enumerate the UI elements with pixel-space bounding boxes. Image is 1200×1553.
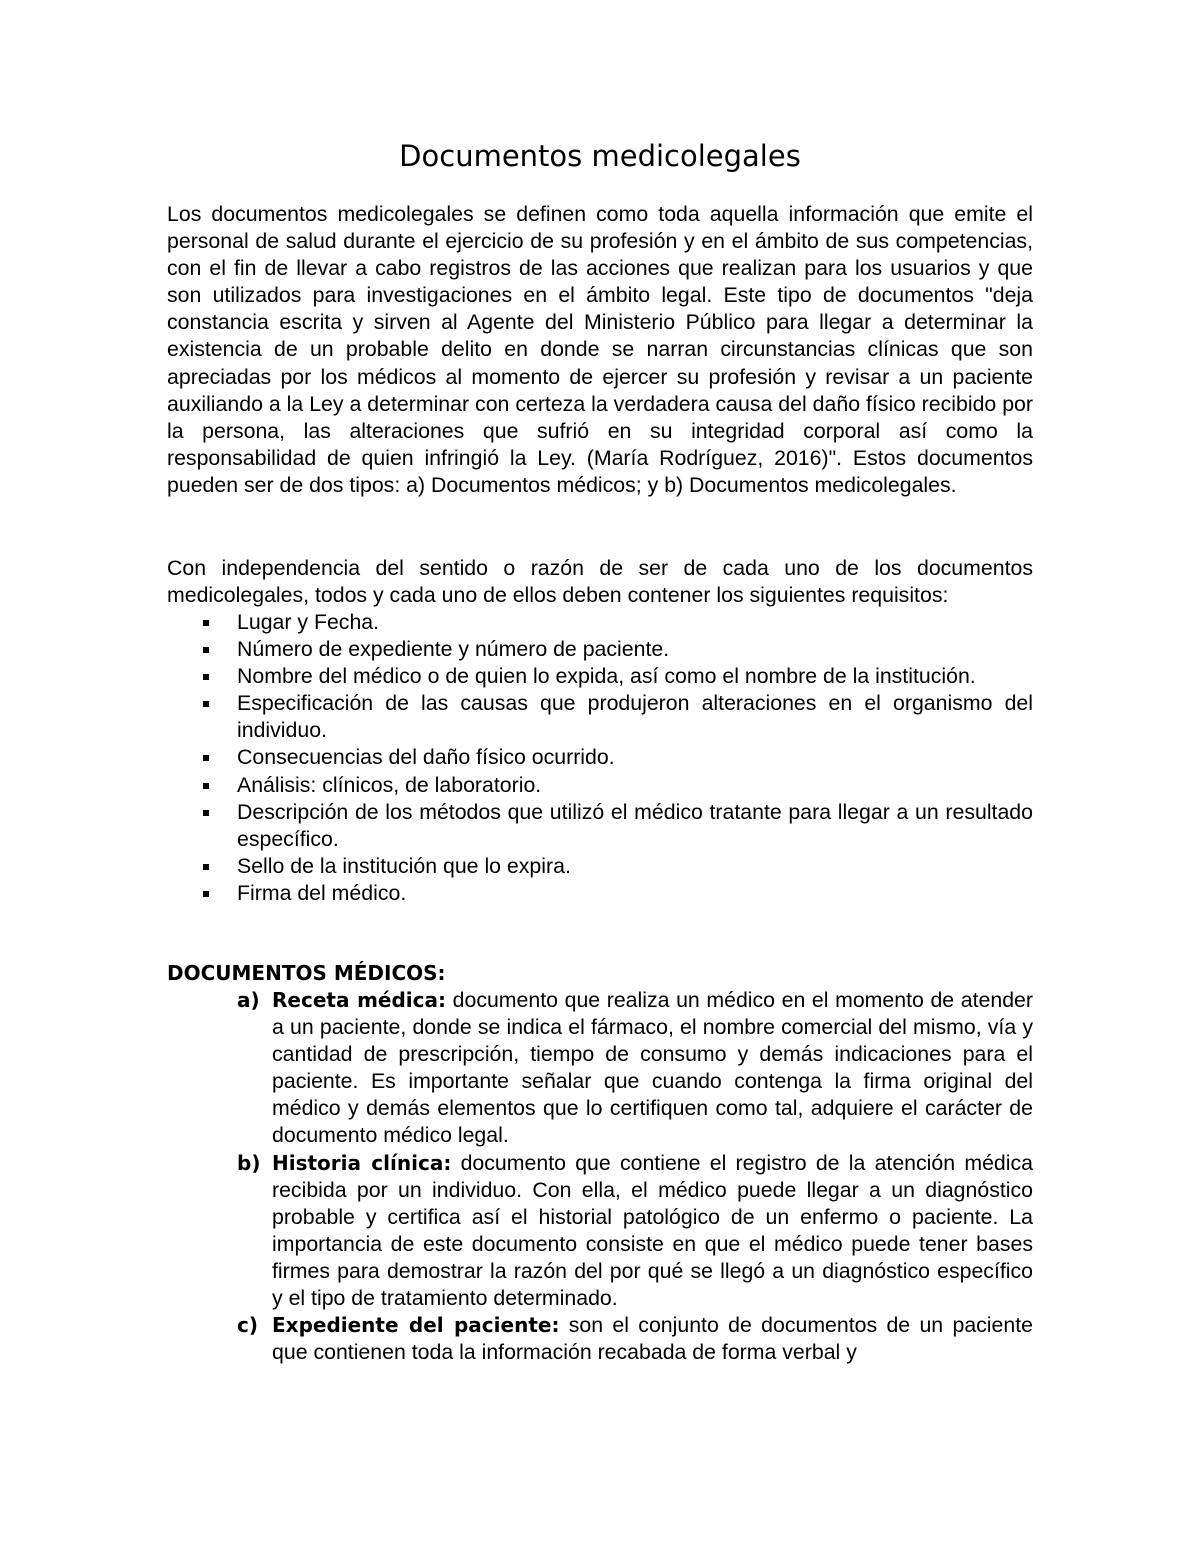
list-item: Sello de la institución que lo expira. (167, 853, 1033, 880)
list-item-historia-clinica (167, 1150, 1033, 1313)
section-heading-medical-documents: DOCUMENTOS MÉDICOS: (167, 961, 446, 985)
list-letter: b) (237, 1150, 261, 1175)
term-description: documento que realiza un médico en el momento de atender a un paciente, donde se indica el fármaco, el nombre comercial del mismo, vía y cantidad de prescripción, tiempo de consumo y demás indicaciones para el paciente. Es importante señalar que cuando contenga la firma original del médico y demás elementos que lo certifiquen como tal, adquiere el carácter de documento médico legal. (272, 988, 1033, 1148)
list-item: Análisis: clínicos, de laboratorio. (167, 772, 1033, 799)
list-item: Lugar y Fecha. (167, 609, 1033, 636)
square-bullet-icon (203, 864, 209, 870)
document-title: Documentos medicolegales (399, 139, 801, 173)
list-item: Número de expediente y número de paciente. (167, 636, 1033, 663)
square-bullet-icon (203, 674, 209, 680)
term-description: documento que contiene el registro de la atención médica recibida por un individuo. Con ella, el médico puede llegar a un diagnóstico probable y certifica así el historial patológico de un enfermo o paciente. La importancia de este documento consiste en que el médico puede tener bases firmes para demostrar la razón del por qué se llegó a un diagnóstico específico y el tipo de tratamiento determinado. (272, 1150, 1033, 1311)
list-item: Descripción de los métodos que utilizó el médico tratante para llegar a un resultado específico. (167, 799, 1033, 853)
list-letter: c) (237, 1313, 258, 1338)
list-item: Consecuencias del daño físico ocurrido. (167, 744, 1033, 771)
list-letter: a) (237, 988, 260, 1012)
list-item: Especificación de las causas que produjeron alteraciones en el organismo del individuo. (167, 690, 1033, 744)
square-bullet-icon (203, 783, 209, 789)
term-label: Expediente del paciente: (272, 1313, 560, 1338)
square-bullet-icon (203, 701, 209, 707)
square-bullet-icon (203, 810, 209, 816)
medical-documents-list (167, 987, 1033, 1366)
requirements-intro-paragraph: Con independencia del sentido o razón de ser de cada uno de los documentos medicolegales, todos y cada uno de ellos deben contener los siguientes requisitos: (167, 556, 1033, 608)
square-bullet-icon (203, 647, 209, 653)
list-item: Nombre del médico o de quien lo expida, así como el nombre de la institución. (167, 663, 1033, 690)
list-item-expediente-paciente (167, 1312, 1033, 1366)
term-label: Historia clínica: (272, 1150, 452, 1175)
square-bullet-icon (203, 891, 209, 897)
list-item: Firma del médico. (167, 880, 1033, 907)
square-bullet-icon (203, 755, 209, 761)
square-bullet-icon (203, 620, 209, 626)
term-description: son el conjunto de documentos de un paciente que contienen toda la información recabada de forma verbal y (272, 1313, 1033, 1365)
list-item-receta-medica (167, 987, 1033, 1150)
intro-paragraph: Los documentos medicolegales se definen como toda aquella información que emite el personal de salud durante el ejercicio de su profesión y en el ámbito de sus competencias, con el fin de llevar a cabo registros de las acciones que realizan para los usuarios y que son utilizados para investigaciones en el ámbito legal. Este tipo de documentos "deja constancia escrita y sirven al Agente del Ministerio Público para llegar a determinar la existencia de un probable delito en donde se narran circunstancias clínicas que son apreciadas por los médicos al momento de ejercer su profesión y revisar a un paciente auxiliando a la Ley a determinar con certeza la verdadera causa del daño físico recibido por la persona, las alteraciones que sufrió en su integridad corporal así como la responsabilidad de quien infringió la Ley. (María Rodríguez, 2016)". Estos documentos pueden ser de dos tipos: a) Documentos médicos; y b) Documentos medicolegales. (167, 202, 1033, 497)
term-label: Receta médica: (272, 988, 447, 1012)
requirements-list (167, 609, 1033, 907)
